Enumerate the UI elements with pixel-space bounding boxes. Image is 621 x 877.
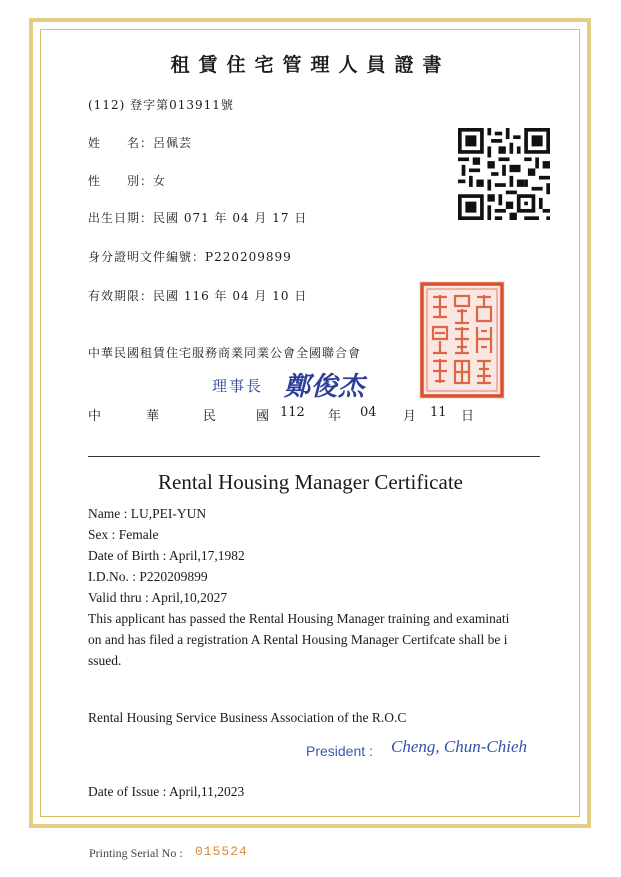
date-month: 04 bbox=[360, 405, 377, 420]
association-zh: 中華民國租賃住宅服務商業同業公會全國聯合會 bbox=[88, 346, 362, 360]
president-signature-zh: 鄭俊杰 bbox=[284, 372, 366, 402]
valid-thru-en: Valid thru : April,10,2027 bbox=[88, 590, 228, 605]
sex-en: Sex : Female bbox=[88, 527, 159, 542]
association-en: Rental Housing Service Business Association of the R.O.C bbox=[88, 710, 407, 725]
statement-line-2: on and has filed a registration A Rental Housing Manager Certifcate shall be i bbox=[88, 632, 508, 647]
statement-line-3: ssued. bbox=[88, 653, 122, 668]
date-day-unit: 日 bbox=[461, 409, 475, 424]
sex-zh: 性 別：女 bbox=[88, 174, 167, 188]
section-divider bbox=[88, 456, 540, 457]
valid-until-zh: 有效期限：民國 116 年 04 月 10 日 bbox=[88, 289, 308, 303]
serial-number: 015524 bbox=[195, 844, 248, 859]
date-char-2: 華 bbox=[146, 409, 160, 424]
title-zh: 租賃住宅管理人員證書 bbox=[170, 54, 451, 76]
issue-date-en: Date of Issue : April,11,2023 bbox=[88, 784, 245, 799]
dob-zh: 出生日期：民國 071 年 04 月 17 日 bbox=[88, 211, 308, 225]
date-char-4: 國 bbox=[256, 409, 270, 424]
date-char-1: 中 bbox=[88, 409, 102, 424]
date-year-unit: 年 bbox=[328, 409, 342, 424]
id-number-en: I.D.No. : P220209899 bbox=[88, 569, 208, 584]
date-char-3: 民 bbox=[203, 409, 217, 424]
statement-line-1: This applicant has passed the Rental Housing Manager training and examinati bbox=[88, 611, 510, 626]
id-number-zh: 身分證明文件編號：P220209899 bbox=[88, 250, 292, 264]
president-label-zh: 理事長 bbox=[212, 377, 264, 395]
qr-code bbox=[458, 128, 550, 220]
dob-en: Date of Birth : April,17,1982 bbox=[88, 548, 245, 563]
serial-label: Printing Serial No : bbox=[89, 846, 183, 860]
date-year: 112 bbox=[280, 405, 305, 420]
president-label-en: President : bbox=[306, 743, 373, 759]
official-seal bbox=[419, 281, 505, 399]
certificate-number: (112) 登字第013911號 bbox=[88, 98, 234, 112]
name-zh: 姓 名：呂佩芸 bbox=[88, 136, 193, 150]
title-en: Rental Housing Manager Certificate bbox=[158, 470, 463, 494]
date-day: 11 bbox=[430, 405, 447, 420]
date-month-unit: 月 bbox=[403, 409, 417, 424]
name-en: Name : LU,PEI-YUN bbox=[88, 506, 207, 521]
president-signature-en: Cheng, Chun-Chieh bbox=[391, 737, 527, 756]
